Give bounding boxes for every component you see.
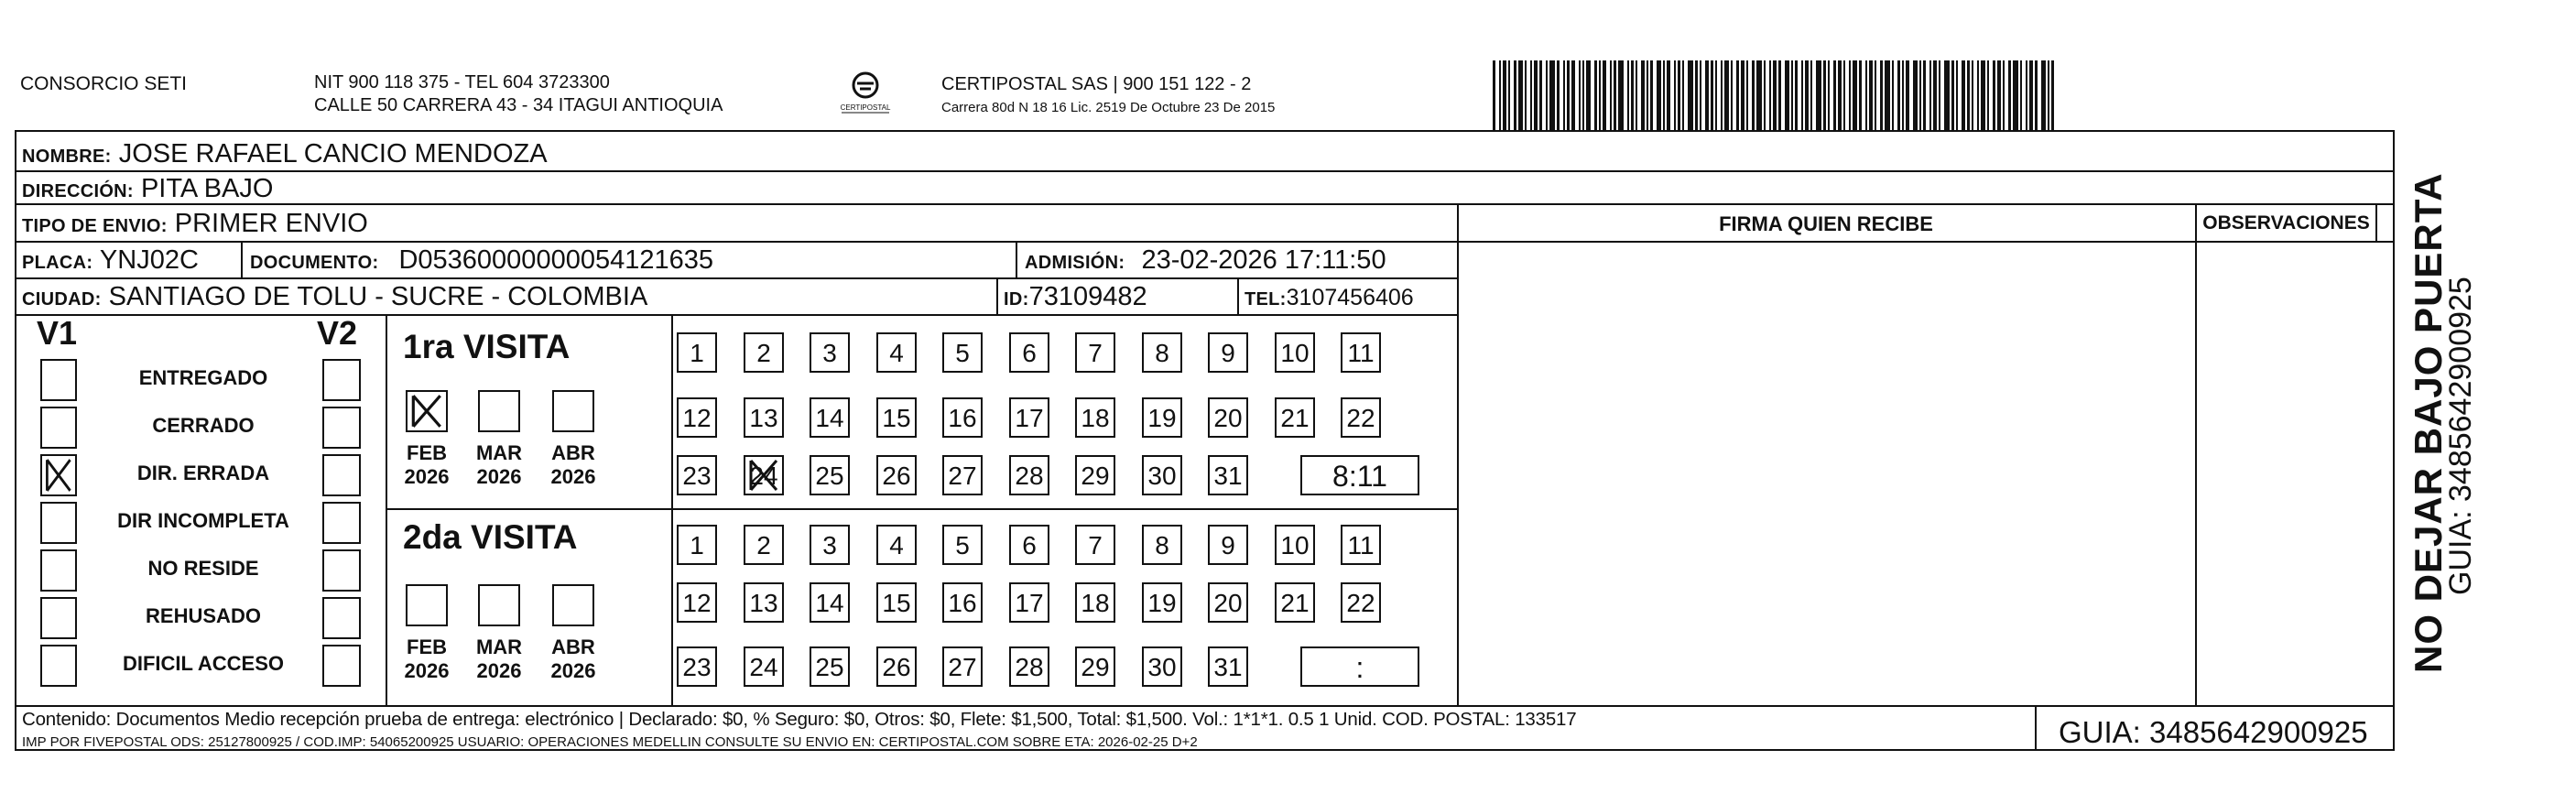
document-field [250, 244, 713, 279]
visit1-day-3[interactable]: 3 [810, 332, 850, 373]
month-year: 2026 [476, 659, 522, 682]
visit1-day-28[interactable]: 28 [1009, 455, 1049, 495]
visit1-day-6[interactable]: 6 [1009, 332, 1049, 373]
month-year: 2026 [550, 465, 596, 488]
visit1-day-14[interactable]: 14 [810, 397, 850, 438]
month-year: 2026 [404, 659, 450, 682]
status-v2-checkbox[interactable] [322, 502, 361, 544]
visit2-day-31[interactable]: 31 [1208, 646, 1248, 687]
admission-field [1025, 244, 1386, 279]
visit2-time-box[interactable]: : [1300, 646, 1419, 687]
city-field [22, 280, 647, 316]
visit1-day-13[interactable]: 13 [744, 397, 784, 438]
visit2-month-checkbox[interactable] [478, 584, 520, 626]
observations-area[interactable] [2197, 243, 2393, 703]
admission-label: ADMISIÓN: [1025, 253, 1125, 273]
certipostal-license: Carrera 80d N 18 16 Lic. 2519 De Octubre 23 De 2015 [941, 100, 1276, 115]
month-name: ABR [551, 635, 595, 658]
status-v2-checkbox[interactable] [322, 407, 361, 449]
visit1-month-label [399, 441, 454, 489]
month-name: MAR [475, 441, 523, 464]
status-label: ENTREGADO [138, 366, 268, 389]
certipostal-logo [829, 70, 902, 115]
visit1-day-5[interactable]: 5 [942, 332, 983, 373]
visit2-day-7[interactable]: 7 [1075, 525, 1115, 565]
svg-text:CERTIPOSTAL: CERTIPOSTAL [840, 103, 891, 112]
visit2-month-label [399, 635, 454, 683]
status-label: DIFICIL ACCESO [122, 652, 284, 675]
status-label: NO RESIDE [147, 557, 259, 580]
status-v1-checkbox[interactable] [40, 645, 77, 687]
visit1-day-30[interactable]: 30 [1142, 455, 1182, 495]
visit2-day-24[interactable]: 24 [744, 646, 784, 687]
visit1-day-20[interactable]: 20 [1208, 397, 1248, 438]
visit1-day-7[interactable]: 7 [1075, 332, 1115, 373]
status-label: DIR. ERRADA [136, 462, 270, 484]
month-name: MAR [475, 635, 523, 658]
month-name: FEB [407, 441, 447, 464]
visit2-month-checkbox[interactable] [406, 584, 448, 626]
visit1-title: 1ra VISITA [403, 328, 571, 365]
visit2-day-27[interactable]: 27 [942, 646, 983, 687]
visit2-day-23[interactable]: 23 [677, 646, 717, 687]
status-v2-checkbox[interactable] [322, 359, 361, 401]
visit1-day-2[interactable]: 2 [744, 332, 784, 373]
visit1-day-23[interactable]: 23 [677, 455, 717, 495]
visit1-day-24[interactable]: 24 [744, 455, 784, 495]
visit1-day-27[interactable]: 27 [942, 455, 983, 495]
visit2-day-19[interactable]: 19 [1142, 582, 1182, 623]
recipient-name: JOSE RAFAEL CANCIO MENDOZA [118, 139, 548, 168]
footer-guia: GUIA: 3485642900925 [2059, 715, 2368, 749]
visit1-month-checkbox[interactable] [552, 390, 594, 432]
type-label: TIPO DE ENVIO: [22, 216, 168, 236]
visit1-day-11[interactable]: 11 [1341, 332, 1381, 373]
visit1-day-22[interactable]: 22 [1341, 397, 1381, 438]
visit2-day-2[interactable]: 2 [744, 525, 784, 565]
visit2-day-30[interactable]: 30 [1142, 646, 1182, 687]
name-label: NOMBRE: [22, 147, 112, 167]
visit2-month-label [546, 635, 601, 683]
company-name: CONSORCIO SETI [20, 73, 188, 94]
visit1-time-box[interactable]: 8:11 [1300, 455, 1419, 495]
visit2-day-11[interactable]: 11 [1341, 525, 1381, 565]
visit2-title: 2da VISITA [403, 518, 578, 556]
visit1-day-10[interactable]: 10 [1275, 332, 1315, 373]
visit1-day-19[interactable]: 19 [1142, 397, 1182, 438]
month-name: ABR [551, 441, 595, 464]
side-guia: GUIA: 3485642900925 [2443, 277, 2478, 595]
visit2-day-29[interactable]: 29 [1075, 646, 1115, 687]
visit1-day-26[interactable]: 26 [876, 455, 917, 495]
name-row [22, 137, 548, 173]
visit1-day-21[interactable]: 21 [1275, 397, 1315, 438]
visit1-day-4[interactable]: 4 [876, 332, 917, 373]
recipient-address: PITA BAJO [140, 174, 274, 203]
visit1-day-15[interactable]: 15 [876, 397, 917, 438]
signature-area[interactable] [1459, 243, 2193, 703]
visit1-day-18[interactable]: 18 [1075, 397, 1115, 438]
admission-value: 23-02-2026 17:11:50 [1141, 245, 1386, 275]
plate-value: YNJ02C [99, 245, 199, 275]
tel-field [1245, 280, 1414, 316]
visit2-day-6[interactable]: 6 [1009, 525, 1049, 565]
visit2-month-label [472, 635, 527, 683]
tel-label: TEL: [1245, 289, 1287, 310]
visit2-day-28[interactable]: 28 [1009, 646, 1049, 687]
visit1-month-label [546, 441, 601, 489]
status-v1-checkbox[interactable] [40, 454, 77, 496]
visit1-month-checkbox[interactable] [478, 390, 520, 432]
month-year: 2026 [550, 659, 596, 682]
status-v2-checkbox[interactable] [322, 597, 361, 639]
document-label: DOCUMENTO: [250, 253, 379, 273]
visit1-day-12[interactable]: 12 [677, 397, 717, 438]
month-name: FEB [407, 635, 447, 658]
status-label: REHUSADO [146, 604, 261, 627]
visit2-day-14[interactable]: 14 [810, 582, 850, 623]
visit2-day-18[interactable]: 18 [1075, 582, 1115, 623]
v2-label: V2 [317, 314, 358, 352]
id-value: 73109482 [1028, 282, 1147, 311]
visit1-day-1[interactable]: 1 [677, 332, 717, 373]
status-label: DIR INCOMPLETA [117, 509, 289, 532]
visit1-day-8[interactable]: 8 [1142, 332, 1182, 373]
visit2-day-25[interactable]: 25 [810, 646, 850, 687]
company-address: CALLE 50 CARRERA 43 - 34 ITAGUI ANTIOQUIA [314, 95, 723, 115]
visit1-month-checkbox[interactable] [406, 390, 448, 432]
visit2-day-15[interactable]: 15 [876, 582, 917, 623]
no-dejar-bajo-puerta: NO DEJAR BAJO PUERTA [2407, 172, 2450, 673]
visit2-day-22[interactable]: 22 [1341, 582, 1381, 623]
visit1-day-9[interactable]: 9 [1208, 332, 1248, 373]
signature-header: FIRMA QUIEN RECIBE [1719, 212, 1933, 235]
address-label: DIRECCIÓN: [22, 181, 134, 201]
imp-line: IMP POR FIVEPOSTAL ODS: 25127800925 / COD.IMP: 54065200925 USUARIO: OPERACIONES MEDELLIN CONSULTE SU ENVIO EN: CERTIPOSTAL.COM SOBRE ETA: 2026-02-25 D+2 [22, 734, 1198, 750]
certipostal-name: CERTIPOSTAL SAS | 900 151 122 - 2 [941, 74, 1252, 94]
id-label: ID: [1004, 289, 1029, 310]
visit2-month-checkbox[interactable] [552, 584, 594, 626]
visit2-day-13[interactable]: 13 [744, 582, 784, 623]
id-field [1004, 280, 1147, 316]
visit1-month-label [472, 441, 527, 489]
document-value: D05360000000054121635 [398, 245, 713, 275]
visit2-day-20[interactable]: 20 [1208, 582, 1248, 623]
type-row [22, 207, 368, 243]
status-v2-checkbox[interactable] [322, 549, 361, 592]
visit2-day-16[interactable]: 16 [942, 582, 983, 623]
status-v2-checkbox[interactable] [322, 645, 361, 687]
content-line: Contenido: Documentos Medio recepción prueba de entrega: electrónico | Declarado: $0, % Seguro: $0, Otros: $0, Flete: $1,500, Total: $1,500. Vol.: 1*1*1. 0.5 1 Unid. COD. POSTAL: 133517 [22, 709, 1577, 730]
shipment-type: PRIMER ENVIO [174, 209, 368, 238]
status-v1-checkbox[interactable] [40, 359, 77, 401]
visit2-day-5[interactable]: 5 [942, 525, 983, 565]
tel-value: 3107456406 [1286, 285, 1414, 310]
visit2-day-17[interactable]: 17 [1009, 582, 1049, 623]
visit1-day-17[interactable]: 17 [1009, 397, 1049, 438]
visit2-day-12[interactable]: 12 [677, 582, 717, 623]
plate-label: PLACA: [22, 253, 93, 273]
address-row [22, 172, 273, 208]
visit1-day-25[interactable]: 25 [810, 455, 850, 495]
status-v2-checkbox[interactable] [322, 454, 361, 496]
visit2-day-10[interactable]: 10 [1275, 525, 1315, 565]
company-nit-tel: NIT 900 118 375 - TEL 604 3723300 [314, 72, 610, 92]
month-year: 2026 [404, 465, 450, 488]
status-label: CERRADO [152, 414, 255, 437]
barcode [1493, 60, 2196, 130]
visit2-day-4[interactable]: 4 [876, 525, 917, 565]
visit1-day-31[interactable]: 31 [1208, 455, 1248, 495]
visit1-day-29[interactable]: 29 [1075, 455, 1115, 495]
status-v1-checkbox[interactable] [40, 407, 77, 449]
city-label: CIUDAD: [22, 289, 102, 310]
status-v1-checkbox[interactable] [40, 502, 77, 544]
observations-header: OBSERVACIONES [2202, 212, 2370, 234]
visit2-day-21[interactable]: 21 [1275, 582, 1315, 623]
visit2-day-8[interactable]: 8 [1142, 525, 1182, 565]
visit2-day-1[interactable]: 1 [677, 525, 717, 565]
month-year: 2026 [476, 465, 522, 488]
city-value: SANTIAGO DE TOLU - SUCRE - COLOMBIA [108, 282, 648, 311]
visit1-day-16[interactable]: 16 [942, 397, 983, 438]
status-v1-checkbox[interactable] [40, 549, 77, 592]
v1-label: V1 [37, 314, 78, 352]
status-v1-checkbox[interactable] [40, 597, 77, 639]
plate-field [22, 244, 199, 279]
visit2-day-26[interactable]: 26 [876, 646, 917, 687]
visit2-day-9[interactable]: 9 [1208, 525, 1248, 565]
visit2-day-3[interactable]: 3 [810, 525, 850, 565]
